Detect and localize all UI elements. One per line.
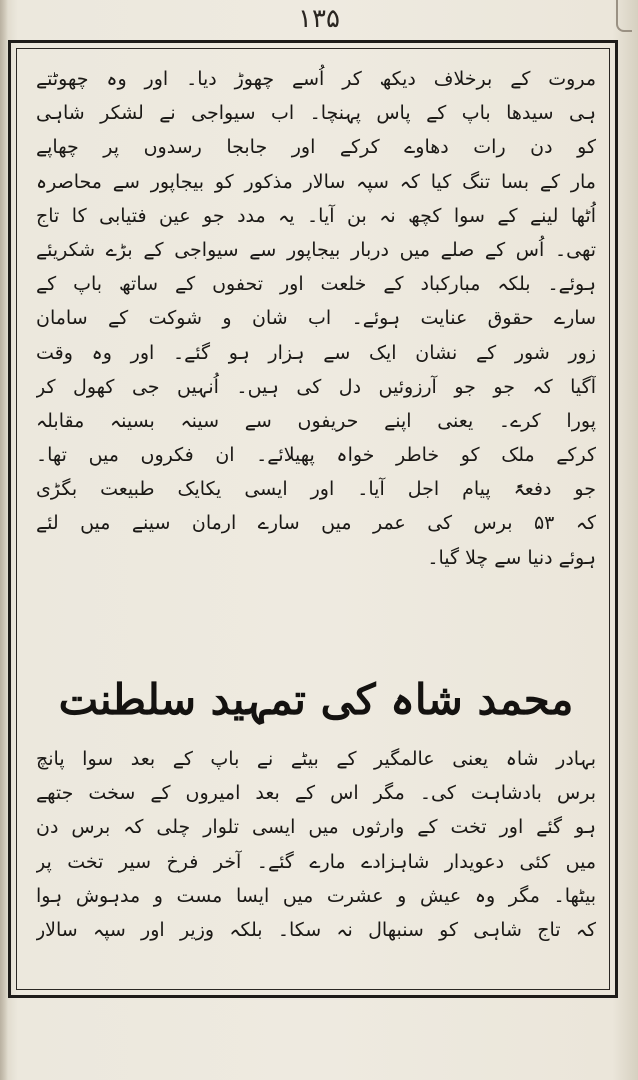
- text-line: ہو گئے اور تخت کے وارثوں میں ایسی تلوار چلی کہ برس دن: [36, 816, 596, 839]
- spine-shadow: [0, 0, 8, 1080]
- text-line: کرکے ملک کو خاطر خواہ پھیلائے۔ ان فکروں میں تھا۔: [36, 444, 596, 467]
- paragraph-2: [36, 742, 596, 947]
- text-line: جو دفعۃً پیام اجل آیا۔ اور ایسی یکایک طبیعت بگڑی: [36, 478, 596, 501]
- text-line: تھی۔ اُس کے صلے میں دربار بیجاپور سے سیواجی کے بڑے شکریئے: [36, 238, 596, 261]
- text-line: برس بادشاہت کی۔ مگر اس کے بعد امیروں کے سخت جتھے: [36, 782, 596, 805]
- text-line: کو دن رات دھاوے کرکے اور جابجا رسدوں پر چھاپے: [36, 136, 596, 159]
- text-line: ہوئے۔ بلکہ مبارکباد کے خلعت اور تحفوں کے ساتھ باپ کے: [36, 273, 596, 296]
- text-line: اُٹھا لینے کے سوا کچھ نہ بن آیا۔ یہ مدد جو عین فتیابی کا تاج: [36, 204, 596, 227]
- page-number: ۱۳۵: [298, 4, 340, 34]
- text-line: زور شور کے نشان ایک سے ہزار ہو گئے۔ اور وہ وقت: [36, 341, 596, 364]
- text-line: بیٹھا۔ مگر وہ عیش و عشرت میں ایسا مست و مدہوش ہوا: [36, 884, 596, 907]
- text-line: بہادر شاہ یعنی عالمگیر کے بیٹے نے باپ کے بعد سوا پانچ: [36, 748, 596, 770]
- text-line: ہوئے دنیا سے چلا گیا۔: [427, 546, 596, 569]
- text-line: مروت کے برخلاف دیکھ کر اُسے چھوڑ دیا۔ اور وہ چھوٹتے: [36, 68, 596, 90]
- text-line: مار کے بسا تنگ کیا کہ سپہ سالار مذکور کو بیجاپور سے محاصرہ: [36, 170, 596, 193]
- text-line: آگیا کہ جو جو آرزوئیں دل کی ہیں۔ اُنہیں جی کھول کر: [36, 375, 596, 398]
- text-line: ہی سیدھا باپ کے پاس پہنچا۔ اب سیواجی نے لشکر شاہی: [36, 102, 596, 125]
- text-line: میں کئی دعویدار شاہزادے مارے گئے۔ آخر فرخ سیر تخت پر: [36, 850, 596, 873]
- text-line: کہ ۵۳ برس کی عمر میں سارے ارمان سینے میں لئے: [36, 512, 596, 535]
- section-heading: محمد شاہ کی تمہید سلطنت: [58, 675, 574, 724]
- text-line: کہ تاج شاہی کو سنبھال نہ سکا۔ بلکہ وزیر اور سپہ سالار: [36, 918, 596, 941]
- text-line: سارے حقوق عنایت ہوئے۔ اب شان و شوکت کے سامان: [36, 307, 596, 330]
- text-line: پورا کرے۔ یعنی اپنے حریفوں سے سینہ بسینہ مقابلہ: [36, 409, 596, 432]
- paragraph-1: [36, 62, 596, 575]
